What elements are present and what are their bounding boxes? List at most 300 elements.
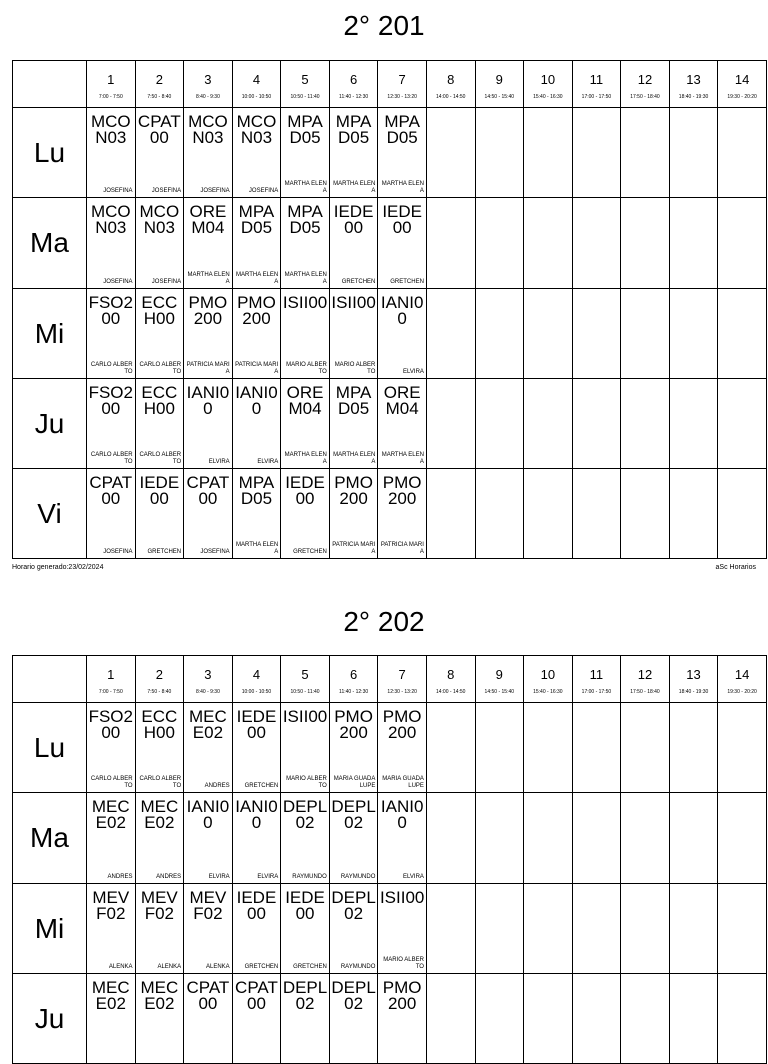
period-number: 12 [637,666,653,682]
subject-code: IANI00 [380,797,424,832]
subject-code: IANI00 [186,797,230,832]
period-header [426,61,475,108]
period-header [669,61,718,108]
period-time: 12:30 - 13:20 [387,93,417,100]
lesson-cell [475,379,524,469]
subject-code: IANI00 [380,293,424,328]
lesson-cell [426,703,475,793]
lesson-cell [718,703,767,793]
subject-code: OREM04 [189,202,227,237]
period-time: 10:50 - 11:40 [290,93,320,100]
lesson-cell [718,884,767,974]
period-time: 11:40 - 12:30 [339,688,369,695]
period-header [135,656,184,703]
period-number: 13 [686,666,701,682]
period-time: 19:30 - 20:20 [727,688,757,695]
lesson-cell [378,198,427,289]
period-number: 14 [734,666,750,682]
teacher-name: JOSEFINA [151,279,182,285]
lesson-cell [621,108,670,198]
teacher-name: MARTHA ELENA [236,272,279,285]
subject-code: MEVF02 [189,888,227,923]
day-label: Ma [13,198,87,289]
subject-code: PMO200 [334,473,373,508]
period-header [87,656,136,703]
lesson-cell [135,884,184,974]
lesson-cell [669,793,718,884]
lesson-cell [426,379,475,469]
day-row [13,974,767,1064]
lesson-cell [378,108,427,198]
lesson-cell [232,703,281,793]
period-number: 2 [155,71,163,87]
period-time: 10:00 - 10:50 [241,93,272,100]
teacher-name: JOSEFINA [103,549,133,555]
lesson-cell [135,469,184,559]
lesson-cell [232,198,281,289]
day-label: Vi [13,469,87,559]
lesson-cell [378,703,427,793]
subject-code: MCON03 [90,112,131,147]
lesson-cell [572,884,621,974]
subject-code: MPAD05 [335,383,372,418]
lesson-cell [572,198,621,289]
period-number: 11 [589,666,604,682]
period-number: 9 [495,71,503,87]
period-number: 4 [252,666,261,682]
lesson-cell [475,198,524,289]
period-number: 14 [734,71,750,87]
period-time: 10:50 - 11:40 [290,688,320,695]
subject-code: MCON03 [188,112,228,147]
teacher-name: MARIA GUADALUPE [382,776,424,789]
schedule-title: 2° 201 [343,10,425,41]
subject-code: MPAD05 [287,202,323,237]
lesson-cell [87,198,136,289]
lesson-cell [135,108,184,198]
lesson-cell [135,793,184,884]
lesson-cell [718,379,767,469]
teacher-name: MARTHA ELENA [187,272,230,285]
period-header [718,656,767,703]
teacher-name: ANDRES [204,783,230,789]
period-number: 8 [447,71,455,87]
period-time: 15:40 - 16:30 [533,93,563,100]
subject-code: PMO200 [237,293,276,328]
period-time: 14:00 - 14:50 [435,688,466,695]
teacher-name: MARIO ALBERTO [286,362,327,375]
day-label: Ma [13,793,87,884]
lesson-cell [426,108,475,198]
period-time: 12:30 - 13:20 [387,688,417,695]
lesson-cell [87,379,136,469]
period-time: 14:00 - 14:50 [435,93,466,100]
subject-code: CPAT00 [186,473,230,508]
lesson-cell [87,793,136,884]
lesson-cell [281,703,330,793]
lesson-cell [669,703,718,793]
period-header [281,656,330,703]
subject-code: FSO200 [88,293,133,328]
period-header [378,61,427,108]
subject-code: MECE02 [140,797,179,832]
period-header [718,61,767,108]
period-header [524,656,573,703]
subject-code: IEDE00 [236,888,277,923]
lesson-cell [426,198,475,289]
subject-code: PMO200 [334,707,373,742]
lesson-cell [184,379,233,469]
teacher-name: GRETCHEN [147,549,182,555]
lesson-cell [621,289,670,379]
subject-code: FSO200 [88,383,133,418]
teacher-name: GRETCHEN [341,279,376,285]
subject-code: ISII00 [282,707,328,726]
lesson-cell [329,469,378,559]
day-label: Mi [13,884,87,974]
subject-code: MPAD05 [238,473,275,508]
lesson-cell [135,379,184,469]
day-row [13,379,767,469]
teacher-name: MARTHA ELENA [381,181,424,194]
subject-code: DEPL02 [331,978,376,1013]
subject-code: CPAT00 [89,473,133,508]
timetable-grid [12,655,767,1064]
lesson-cell [524,974,573,1064]
period-number: 5 [301,666,309,682]
lesson-cell [87,108,136,198]
teacher-name: GRETCHEN [293,549,327,555]
period-number: 6 [349,71,358,87]
day-label: Mi [13,289,87,379]
lesson-cell [426,469,475,559]
period-header [621,656,670,703]
lesson-cell [475,793,524,884]
lesson-cell [572,379,621,469]
lesson-cell [572,793,621,884]
corner-cell [13,61,87,108]
subject-code: IEDE00 [285,473,325,508]
period-number: 7 [398,666,406,682]
teacher-name: RAYMUNDO [292,874,327,880]
lesson-cell [718,108,767,198]
period-time: 8:40 - 9:30 [195,93,220,100]
lesson-cell [524,793,573,884]
period-time: 15:40 - 16:30 [533,688,563,695]
subject-code: CPAT00 [235,978,278,1013]
lesson-cell [621,469,670,559]
period-time: 7:50 - 8:40 [147,688,172,695]
lesson-cell [87,469,136,559]
lesson-cell [378,974,427,1064]
period-header [475,656,524,703]
day-row [13,198,767,289]
period-number: 3 [204,666,212,682]
teacher-name: GRETCHEN [390,279,424,285]
period-time: 17:50 - 18:40 [630,93,660,100]
lesson-cell [378,793,427,884]
teacher-name: RAYMUNDO [340,874,376,880]
subject-code: CPAT00 [186,978,230,1013]
period-header [378,656,427,703]
subject-code: IEDE00 [333,202,374,237]
lesson-cell [232,108,281,198]
subject-code: MCON03 [139,202,180,237]
lesson-cell [378,469,427,559]
lesson-cell [87,884,136,974]
lesson-cell [669,974,718,1064]
teacher-name: RAYMUNDO [340,964,376,970]
lesson-cell [718,793,767,884]
subject-code: MECE02 [91,978,130,1013]
period-header [281,61,330,108]
lesson-cell [281,884,330,974]
period-header [524,61,573,108]
teacher-name: CARLO ALBERTO [139,776,182,789]
period-header [184,656,233,703]
teacher-name: CARLO ALBERTO [90,776,133,789]
period-time: 8:40 - 9:30 [195,688,220,695]
subject-code: IEDE00 [285,888,325,923]
generated-date: Horario generado:23/02/2024 [12,564,104,571]
day-row [13,108,767,198]
lesson-cell [524,469,573,559]
teacher-name: GRETCHEN [293,964,327,970]
period-number: 5 [301,71,309,87]
lesson-cell [87,974,136,1064]
period-time: 17:50 - 18:40 [630,688,660,695]
period-time: 14:50 - 15:40 [484,688,515,695]
period-header [87,61,136,108]
lesson-cell [426,793,475,884]
lesson-cell [135,198,184,289]
subject-code: ISII00 [379,888,425,907]
period-time: 7:50 - 8:40 [147,93,172,100]
lesson-cell [669,469,718,559]
subject-code: ECCH00 [141,293,178,328]
teacher-name: MARTHA ELENA [333,181,376,194]
lesson-cell [135,703,184,793]
period-header [426,656,475,703]
subject-code: ISII00 [282,293,328,312]
period-header [329,61,378,108]
teacher-name: JOSEFINA [103,188,133,194]
lesson-cell [87,289,136,379]
lesson-cell [232,469,281,559]
period-number: 3 [204,71,212,87]
period-header [135,61,184,108]
teacher-name: ALENKA [206,964,230,970]
lesson-cell [669,379,718,469]
lesson-cell [184,198,233,289]
day-label: Lu [13,108,87,198]
period-number: 13 [686,71,701,87]
teacher-name: GRETCHEN [244,783,279,789]
subject-code: IANI00 [235,383,278,418]
subject-code: MPAD05 [384,112,420,147]
lesson-cell [329,793,378,884]
subject-code: MECE02 [140,978,179,1013]
lesson-cell [184,703,233,793]
lesson-cell [718,198,767,289]
teacher-name: MARTHA ELENA [333,452,376,465]
lesson-cell [669,108,718,198]
subject-code: OREM04 [383,383,421,418]
lesson-cell [524,108,573,198]
period-number: 6 [349,666,358,682]
period-number: 10 [540,71,556,87]
subject-code: DEPL02 [331,888,376,923]
period-number: 8 [447,666,455,682]
lesson-cell [524,289,573,379]
period-number: 4 [252,71,261,87]
teacher-name: ALENKA [108,964,133,970]
lesson-cell [572,469,621,559]
lesson-cell [232,289,281,379]
subject-code: ISII00 [331,293,376,312]
teacher-name: ANDRES [107,874,133,880]
period-number: 11 [589,71,604,87]
day-row [13,793,767,884]
lesson-cell [329,198,378,289]
lesson-cell [475,469,524,559]
corner-cell [13,656,87,703]
lesson-cell [426,884,475,974]
teacher-name: ELVIRA [257,874,279,880]
subject-code: DEPL02 [282,978,328,1013]
lesson-cell [475,974,524,1064]
lesson-cell [281,379,330,469]
period-time: 7:00 - 7:50 [98,688,123,695]
teacher-name: ANDRES [156,874,182,880]
teacher-name: JOSEFINA [151,188,182,194]
lesson-cell [329,289,378,379]
period-header [232,656,281,703]
lesson-cell [621,703,670,793]
subject-code: PMO200 [382,473,422,508]
subject-code: IANI00 [235,797,278,832]
period-number: 1 [107,666,115,682]
subject-code: CPAT00 [137,112,181,147]
lesson-cell [524,379,573,469]
teacher-name: JOSEFINA [200,549,230,555]
teacher-name: CARLO ALBERTO [90,362,133,375]
timetable-grid [12,60,767,559]
teacher-name: MARTHA ELENA [236,542,279,555]
teacher-name: ELVIRA [208,459,230,465]
lesson-cell [281,289,330,379]
subject-code: IEDE00 [139,473,180,508]
subject-code: MPAD05 [335,112,372,147]
lesson-cell [378,379,427,469]
lesson-cell [378,884,427,974]
lesson-cell [281,108,330,198]
lesson-cell [718,469,767,559]
teacher-name: JOSEFINA [248,188,279,194]
subject-code: OREM04 [286,383,324,418]
lesson-cell [621,198,670,289]
lesson-cell [281,793,330,884]
period-header [232,61,281,108]
lesson-cell [572,108,621,198]
teacher-name: PATRICIA MARIA [186,362,230,375]
lesson-cell [426,974,475,1064]
teacher-name: ELVIRA [257,459,279,465]
period-time: 17:00 - 17:50 [581,93,612,100]
lesson-cell [184,884,233,974]
lesson-cell [232,793,281,884]
period-time: 11:40 - 12:30 [339,93,369,100]
subject-code: IEDE00 [382,202,422,237]
lesson-cell [524,198,573,289]
teacher-name: ELVIRA [403,874,424,880]
lesson-cell [378,289,427,379]
period-time: 17:00 - 17:50 [581,688,612,695]
teacher-name: MARIO ALBERTO [334,362,376,375]
period-header [329,656,378,703]
period-time: 10:00 - 10:50 [241,688,272,695]
lesson-cell [329,108,378,198]
teacher-name: CARLO ALBERTO [139,452,182,465]
lesson-cell [329,379,378,469]
teacher-name: CARLO ALBERTO [90,452,133,465]
lesson-cell [184,974,233,1064]
teacher-name: GRETCHEN [244,964,279,970]
header-row [13,61,767,108]
lesson-cell [621,379,670,469]
lesson-cell [524,884,573,974]
teacher-name: ELVIRA [208,874,230,880]
period-time: 19:30 - 20:20 [727,93,757,100]
period-header [621,61,670,108]
lesson-cell [281,198,330,289]
teacher-name: JOSEFINA [200,188,230,194]
teacher-name: ELVIRA [403,369,424,375]
subject-code: IEDE00 [236,707,277,742]
teacher-name: MARTHA ELENA [284,181,327,194]
subject-code: MECE02 [189,707,227,742]
lesson-cell [184,469,233,559]
teacher-name: PATRICIA MARIA [235,362,279,375]
lesson-cell [329,703,378,793]
day-row [13,884,767,974]
period-header [669,656,718,703]
subject-code: FSO200 [88,707,133,742]
lesson-cell [524,703,573,793]
lesson-cell [87,703,136,793]
lesson-cell [572,703,621,793]
lesson-cell [572,289,621,379]
period-number: 2 [155,666,163,682]
day-label: Lu [13,703,87,793]
period-time: 18:40 - 19:30 [678,688,709,695]
teacher-name: MARTHA ELENA [381,452,424,465]
period-number: 9 [495,666,503,682]
subject-code: ECCH00 [141,383,178,418]
period-header [572,61,621,108]
lesson-cell [669,884,718,974]
period-number: 10 [540,666,556,682]
lesson-cell [621,793,670,884]
period-time: 18:40 - 19:30 [678,93,709,100]
subject-code: DEPL02 [331,797,376,832]
lesson-cell [475,703,524,793]
teacher-name: MARIA GUADALUPE [333,776,376,789]
teacher-name: MARTHA ELENA [284,272,327,285]
lesson-cell [329,884,378,974]
period-header [572,656,621,703]
teacher-name: JOSEFINA [103,279,133,285]
